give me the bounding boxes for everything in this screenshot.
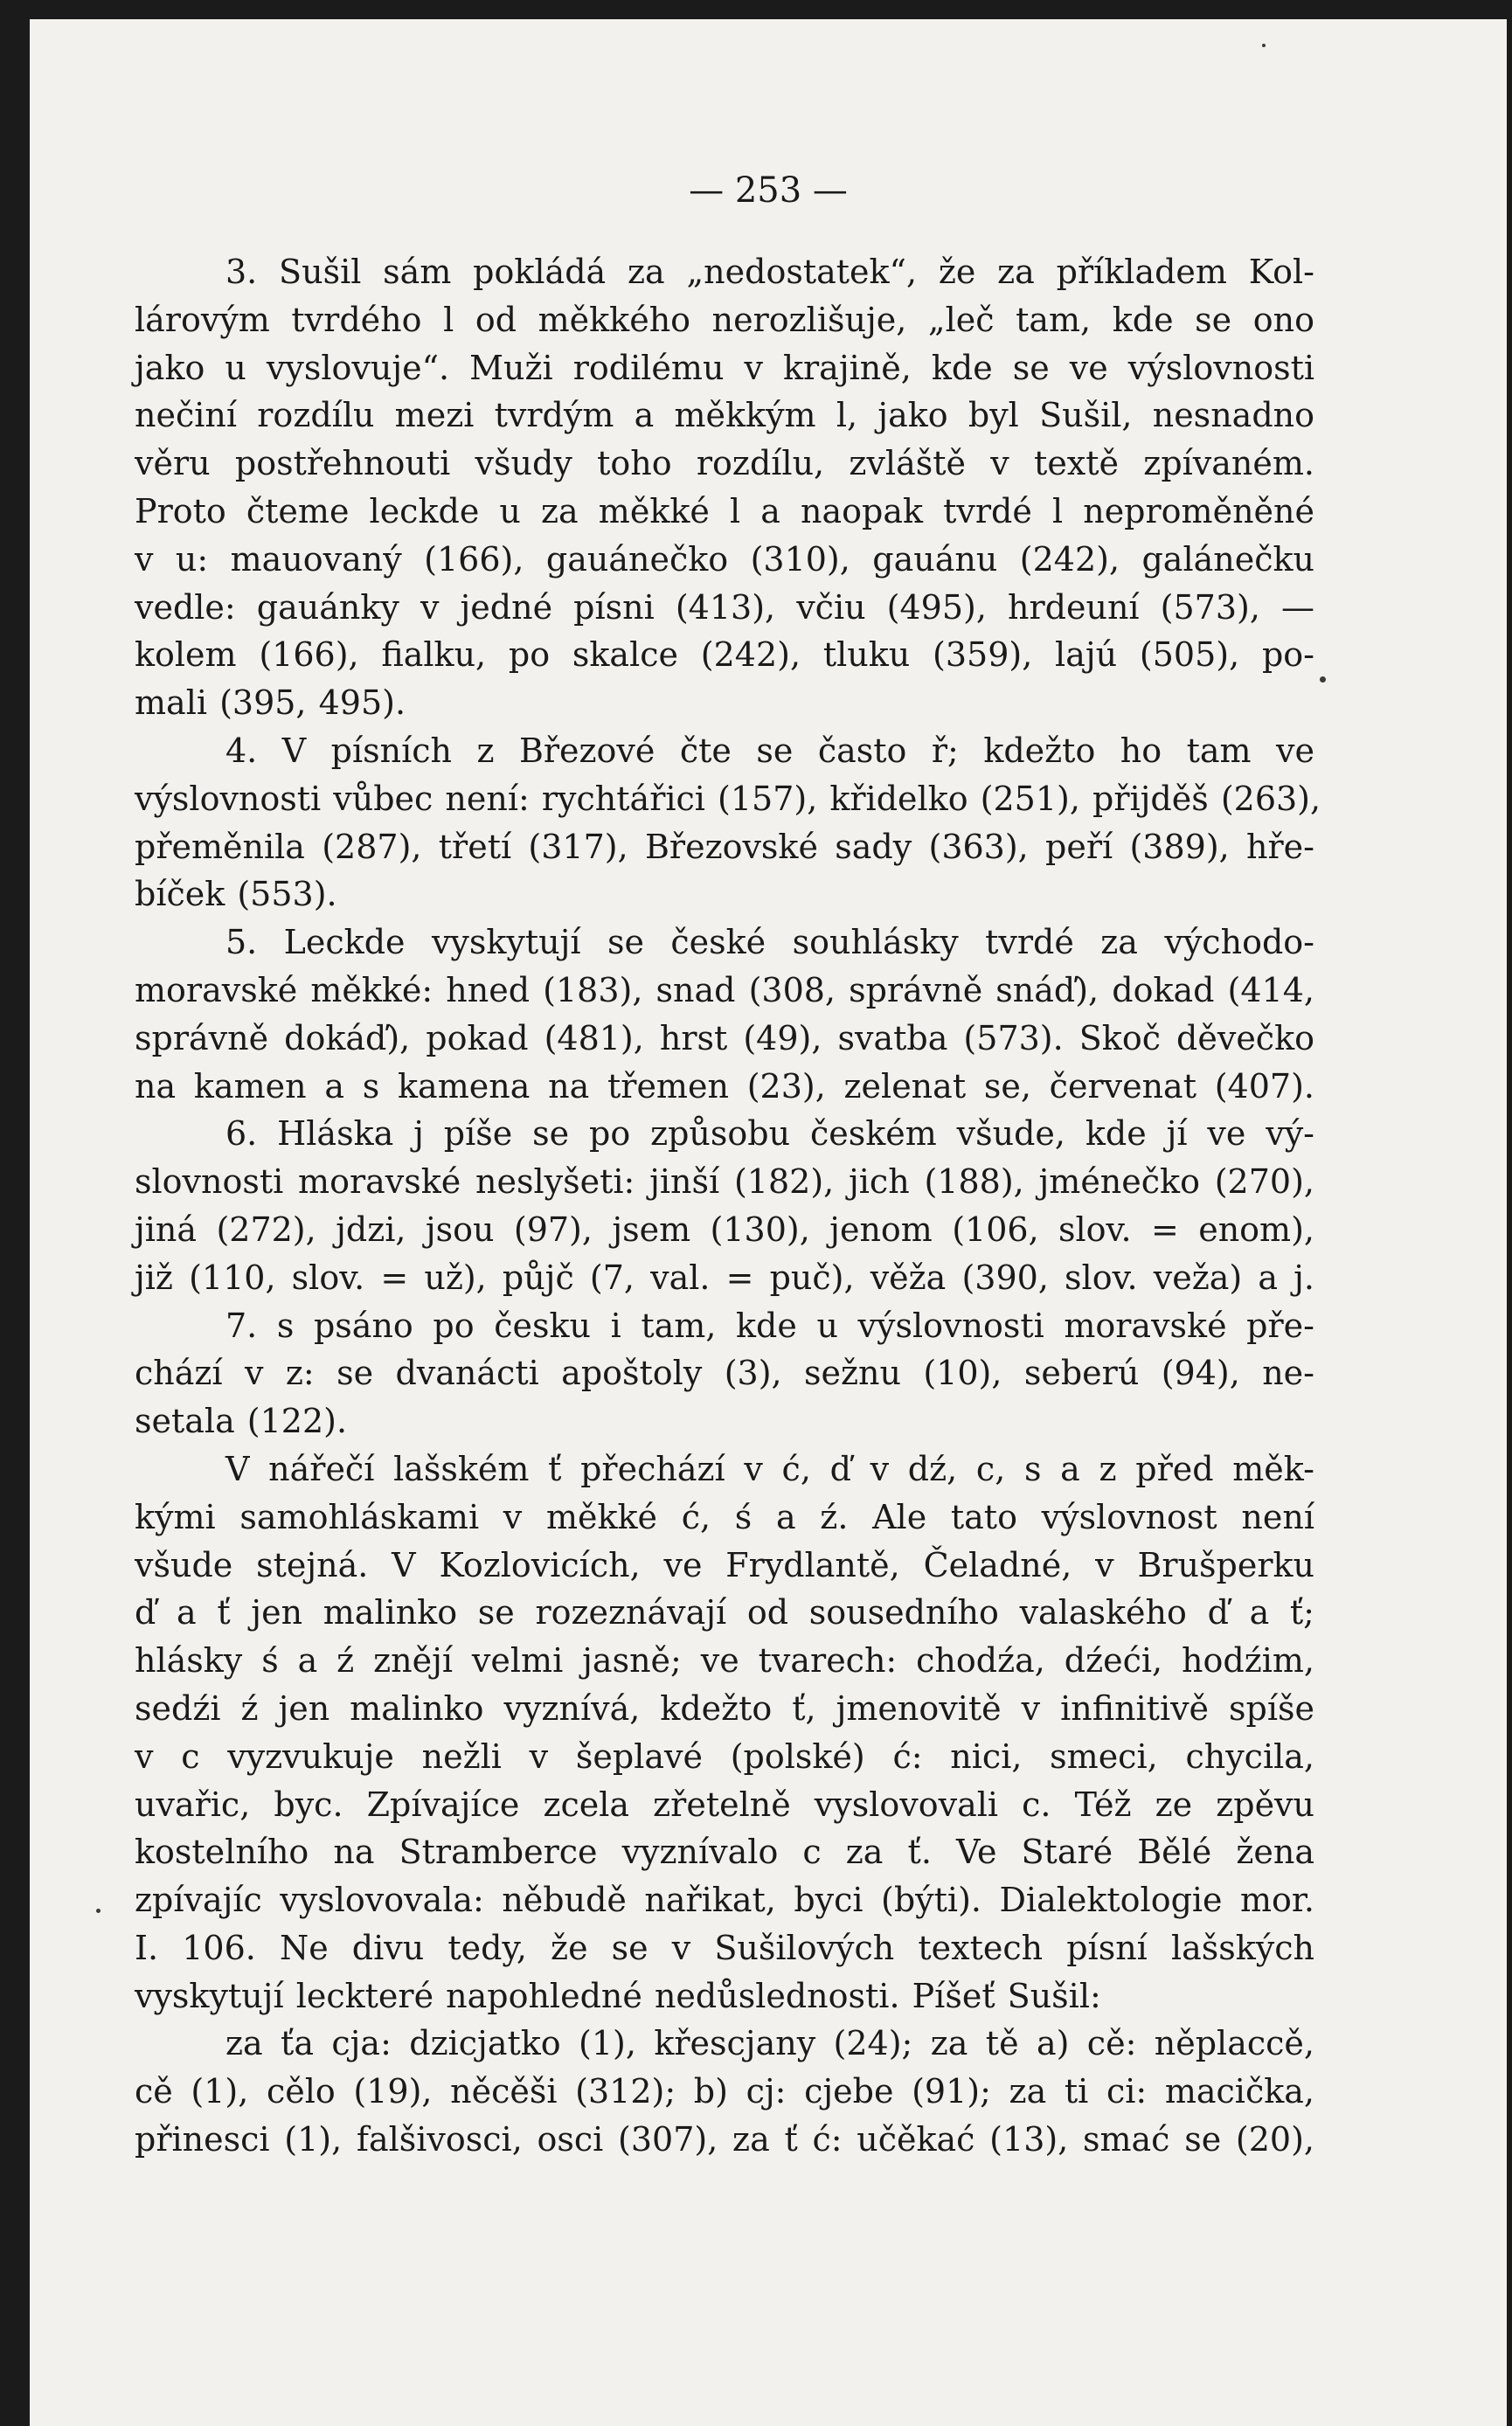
text-line: vyskytují leckteré napohledné nedůslednosti. Píšeť Sušil: <box>135 1976 1101 2015</box>
text-line: 3. Sušil sám pokládá za „nedostatek“, že za příkladem Kol- <box>225 253 1314 291</box>
text-line: bíček (553). <box>135 875 337 914</box>
page-number: — 253 — <box>689 170 848 211</box>
text-line: I. 106. Ne divu tedy, že se v Sušilových textech písní lašských <box>135 1928 1314 1967</box>
text-line: jiná (272), jdzi, jsou (97), jsem (130), jenom (106, slov. = enom), <box>135 1210 1314 1249</box>
text-line: ď a ť jen malinko se rozeznávají od sousedního valaského ď a ť; <box>135 1593 1314 1632</box>
speck-mark <box>1262 44 1266 47</box>
text-line: mali (395, 495). <box>135 683 406 723</box>
text-line: 5. Leckde vyskytují se české souhlásky tvrdé za východo- <box>225 923 1314 962</box>
text-line: 7. s psáno po česku i tam, kde u výslovnosti moravské pře- <box>225 1306 1314 1345</box>
text-line: lárovým tvrdého l od měkkého nerozlišuje, „leč tam, kde se ono <box>135 300 1314 339</box>
page-text <box>135 248 1321 2164</box>
text-line: zpívajíc vyslovovala: něbudě nařikat, byci (býti). Dialektologie mor. <box>135 1881 1314 1920</box>
text-line: moravské měkké: hned (183), snad (308, správně snáď), dokad (414, <box>135 970 1314 1009</box>
text-line: 6. Hláska j píše se po způsobu českém všude, kde jí ve vý- <box>225 1114 1314 1154</box>
text-line: nečiní rozdílu mezi tvrdým a měkkým l, jako byl Sušil, nesnadno <box>135 396 1314 435</box>
speck-mark <box>1320 676 1326 683</box>
text-line: kými samohláskami v měkké ć, ś a ź. Ale tato výslovnost není <box>135 1497 1314 1536</box>
text-line: za ťa cja: dzicjatko (1), křescjany (24); za tě a) cě: něplaccě, <box>225 2024 1314 2063</box>
text-line: v u: mauovaný (166), gauánečko (310), gauánu (242), galánečku <box>135 539 1314 579</box>
text-line: kolem (166), fialku, po skalce (242), tluku (359), lajú (505), po- <box>135 635 1314 675</box>
text-line: přeměnila (287), třetí (317), Březovské sady (363), peří (389), hře- <box>135 827 1314 866</box>
text-line: vedle: gauánky v jedné písni (413), včiu (495), hrdeuní (573), — <box>135 587 1314 627</box>
text-line: správně dokáď), pokad (481), hrst (49), svatba (573). Skoč děvečko <box>135 1018 1314 1057</box>
text-line: Proto čteme leckde u za měkké l a naopak tvrdé l neproměněné <box>135 491 1314 530</box>
text-line: kostelního na Stramberce vyznívalo c za ť. Ve Staré Bělé žena <box>135 1833 1314 1872</box>
text-line: jako u vyslovuje“. Muži rodilému v krajině, kde se ve výslovnosti <box>135 348 1314 387</box>
text-line: všude stejná. V Kozlovicích, ve Frydlantě, Čeladné, v Brušperku <box>135 1545 1314 1584</box>
text-line: již (110, slov. = už), půjč (7, val. = puč), věža (390, slov. veža) a j. <box>135 1258 1314 1297</box>
speck-mark <box>96 1909 101 1913</box>
book-page <box>30 19 1507 2426</box>
text-line: slovnosti moravské neslyšeti: jinší (182), jich (188), jménečko (270), <box>135 1162 1314 1202</box>
text-line: v c vyzvukuje nežli v šeplavé (polské) ć: nici, smeci, chycila, <box>135 1736 1314 1776</box>
text-line: V nářečí lašském ť přechází v ć, ď v dź, c, s a z před měk- <box>225 1449 1314 1488</box>
text-line: na kamen a s kamena na třemen (23), zelenat se, červenat (407). <box>135 1066 1314 1106</box>
text-line: výslovnosti vůbec není: rychtářici (157), křidelko (251), přijděš (263), <box>135 779 1321 818</box>
text-line: chází v z: se dvanácti apoštoly (3), sežnu (10), seberú (94), ne- <box>135 1354 1314 1393</box>
text-line: hlásky ś a ź znějí velmi jasně; ve tvarech: chodźa, dźeći, hodźim, <box>135 1641 1314 1681</box>
text-line: setala (122). <box>135 1402 348 1441</box>
text-line: 4. V písních z Březové čte se často ř; kdežto ho tam ve <box>225 731 1314 770</box>
text-line: přinesci (1), falšivosci, osci (307), za ť ć: učěkać (13), smać se (20), <box>135 2120 1314 2159</box>
text-line: cě (1), cělo (19), něcěši (312); b) cj: cjebe (91); za ti ci: macička, <box>135 2072 1314 2111</box>
text-line: věru postřehnouti všudy toho rozdílu, zvláště v textě zpívaném. <box>135 444 1314 483</box>
text-line: uvařic, byc. Zpívajíce zcela zřetelně vyslovovali c. Též ze zpěvu <box>135 1785 1314 1824</box>
text-line: sedźi ź jen malinko vyznívá, kdežto ť, jmenovitě v infinitivě spíše <box>135 1688 1314 1728</box>
